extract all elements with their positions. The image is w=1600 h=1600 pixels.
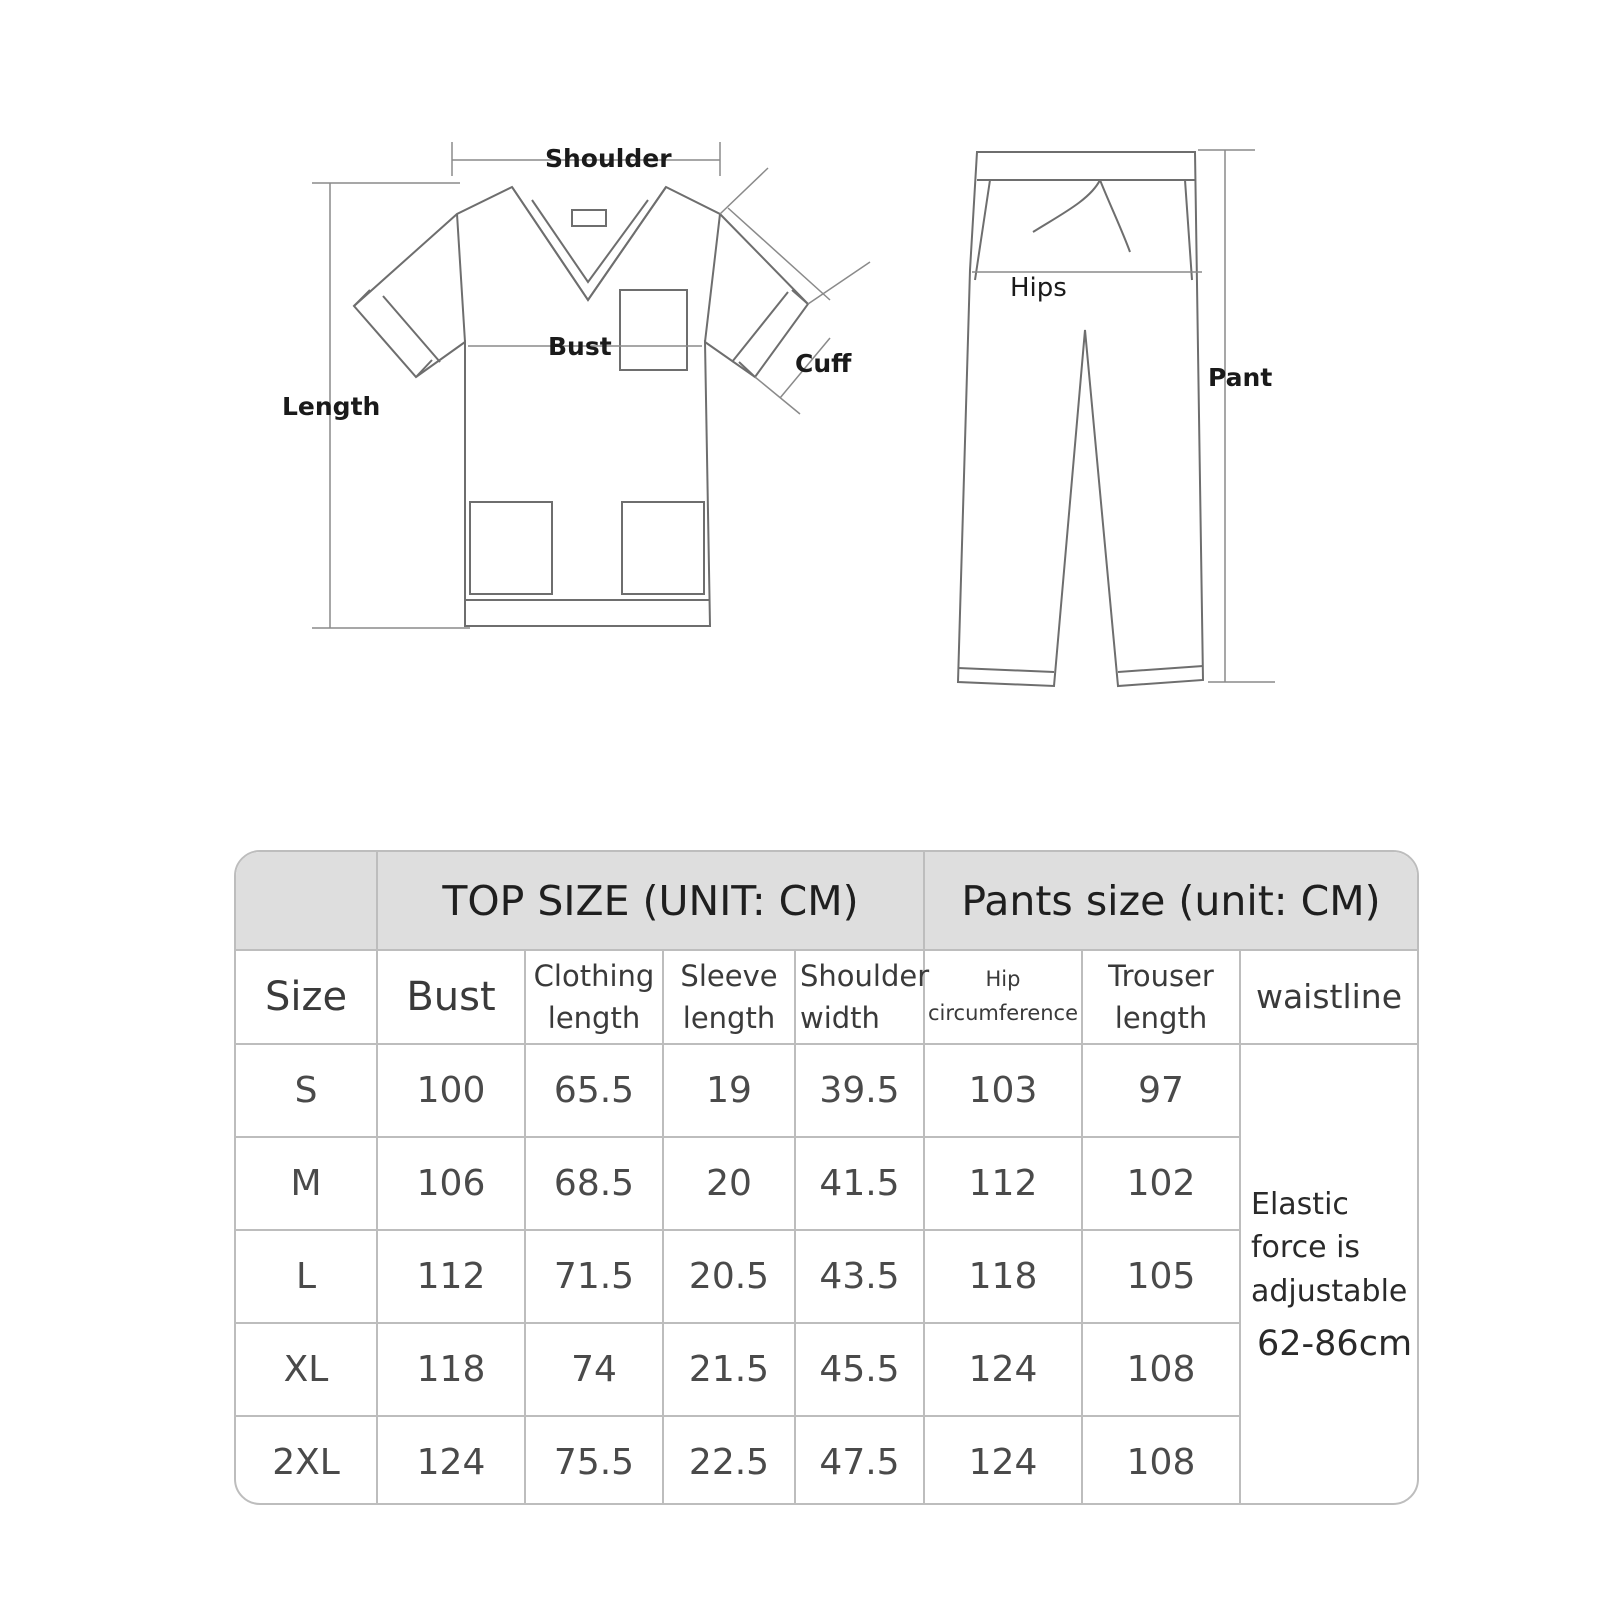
- pant-label: Pant: [1208, 363, 1273, 392]
- bust-cell: 112: [377, 1230, 525, 1323]
- col-shoulder-width-line2: width: [800, 1001, 880, 1035]
- sleeve-length-cell: 20: [663, 1137, 795, 1230]
- hip-cell: 118: [924, 1230, 1082, 1323]
- shoulder-width-cell: 41.5: [795, 1137, 924, 1230]
- table-row: [236, 1416, 1417, 1505]
- hip-cell: 103: [924, 1044, 1082, 1137]
- table-row: [236, 1044, 1417, 1137]
- top-measurement-guides: [312, 142, 870, 628]
- clothing-length-cell: 71.5: [525, 1230, 663, 1323]
- col-clothing-length: [525, 950, 663, 1044]
- bust-cell: 106: [377, 1137, 525, 1230]
- sleeve-length-cell: 20.5: [663, 1230, 795, 1323]
- clothing-length-cell: 65.5: [525, 1044, 663, 1137]
- col-hip-line1: Hip: [985, 967, 1021, 992]
- col-hip-circumference: [924, 950, 1082, 1044]
- size-cell: XL: [236, 1323, 377, 1416]
- size-cell: M: [236, 1137, 377, 1230]
- col-bust: Bust: [377, 950, 525, 1044]
- col-clothing-length-line2: length: [547, 1001, 641, 1035]
- trouser-length-cell: 108: [1082, 1323, 1240, 1416]
- hip-cell: 124: [924, 1323, 1082, 1416]
- col-sleeve-length: [663, 950, 795, 1044]
- garment-measurement-diagram: [0, 0, 1600, 760]
- shoulder-width-cell: 43.5: [795, 1230, 924, 1323]
- col-sleeve-length-line2: length: [682, 1001, 776, 1035]
- waistline-note-line1: Elastic: [1251, 1186, 1349, 1222]
- trouser-length-cell: 102: [1082, 1137, 1240, 1230]
- col-trouser-length-line1: Trouser: [1108, 958, 1214, 993]
- waistline-note-line3: adjustable: [1251, 1273, 1408, 1309]
- clothing-length-cell: 75.5: [525, 1416, 663, 1505]
- group-header-row: [236, 852, 1417, 950]
- column-header-row: [236, 950, 1417, 1044]
- corner-cell: [236, 852, 377, 950]
- clothing-length-cell: 68.5: [525, 1137, 663, 1230]
- shoulder-width-cell: 39.5: [795, 1044, 924, 1137]
- cuff-label: Cuff: [795, 349, 852, 378]
- pants-measurement-guides: [972, 150, 1275, 682]
- scrub-pants-illustration: [958, 152, 1203, 686]
- scrub-top-illustration: [354, 187, 808, 626]
- col-hip-line2: circumference: [927, 1001, 1079, 1025]
- sleeve-length-cell: 19: [663, 1044, 795, 1137]
- col-trouser-length: [1082, 950, 1240, 1044]
- waistline-cell: [1240, 1044, 1417, 1505]
- size-cell: L: [236, 1230, 377, 1323]
- bust-cell: 118: [377, 1323, 525, 1416]
- shoulder-width-cell: 47.5: [795, 1416, 924, 1505]
- col-size: Size: [236, 950, 377, 1044]
- hip-cell: 112: [924, 1137, 1082, 1230]
- top-size-header: TOP SIZE (UNIT: CM): [377, 852, 924, 950]
- col-shoulder-width: [795, 950, 930, 1044]
- bust-cell: 124: [377, 1416, 525, 1505]
- col-sleeve-length-line1: Sleeve: [680, 958, 778, 993]
- waistline-note-line2: force is: [1251, 1230, 1361, 1266]
- col-shoulder-width-line1: Shoulder: [800, 958, 930, 993]
- table-row: [236, 1230, 1417, 1323]
- shoulder-label: Shoulder: [545, 144, 672, 173]
- sleeve-length-cell: 21.5: [663, 1323, 795, 1416]
- bust-cell: 100: [377, 1044, 525, 1137]
- length-label: Length: [282, 392, 381, 421]
- table-row: [236, 1323, 1417, 1416]
- trouser-length-cell: 105: [1082, 1230, 1240, 1323]
- table-row: [236, 1137, 1417, 1230]
- trouser-length-cell: 97: [1082, 1044, 1240, 1137]
- shoulder-width-cell: 45.5: [795, 1323, 924, 1416]
- col-trouser-length-line2: length: [1114, 1001, 1208, 1035]
- size-cell: 2XL: [236, 1416, 377, 1505]
- col-clothing-length-line1: Clothing: [533, 958, 655, 993]
- clothing-length-cell: 74: [525, 1323, 663, 1416]
- trouser-length-cell: 108: [1082, 1416, 1240, 1505]
- hips-label: Hips: [1010, 273, 1067, 303]
- bust-label: Bust: [548, 332, 612, 361]
- col-waistline: waistline: [1240, 950, 1417, 1044]
- sleeve-length-cell: 22.5: [663, 1416, 795, 1505]
- waistline-range: 62-86cm: [1257, 1324, 1413, 1365]
- hip-cell: 124: [924, 1416, 1082, 1505]
- pants-size-header: Pants size (unit: CM): [924, 852, 1417, 950]
- size-chart-table: [234, 850, 1419, 1505]
- size-cell: S: [236, 1044, 377, 1137]
